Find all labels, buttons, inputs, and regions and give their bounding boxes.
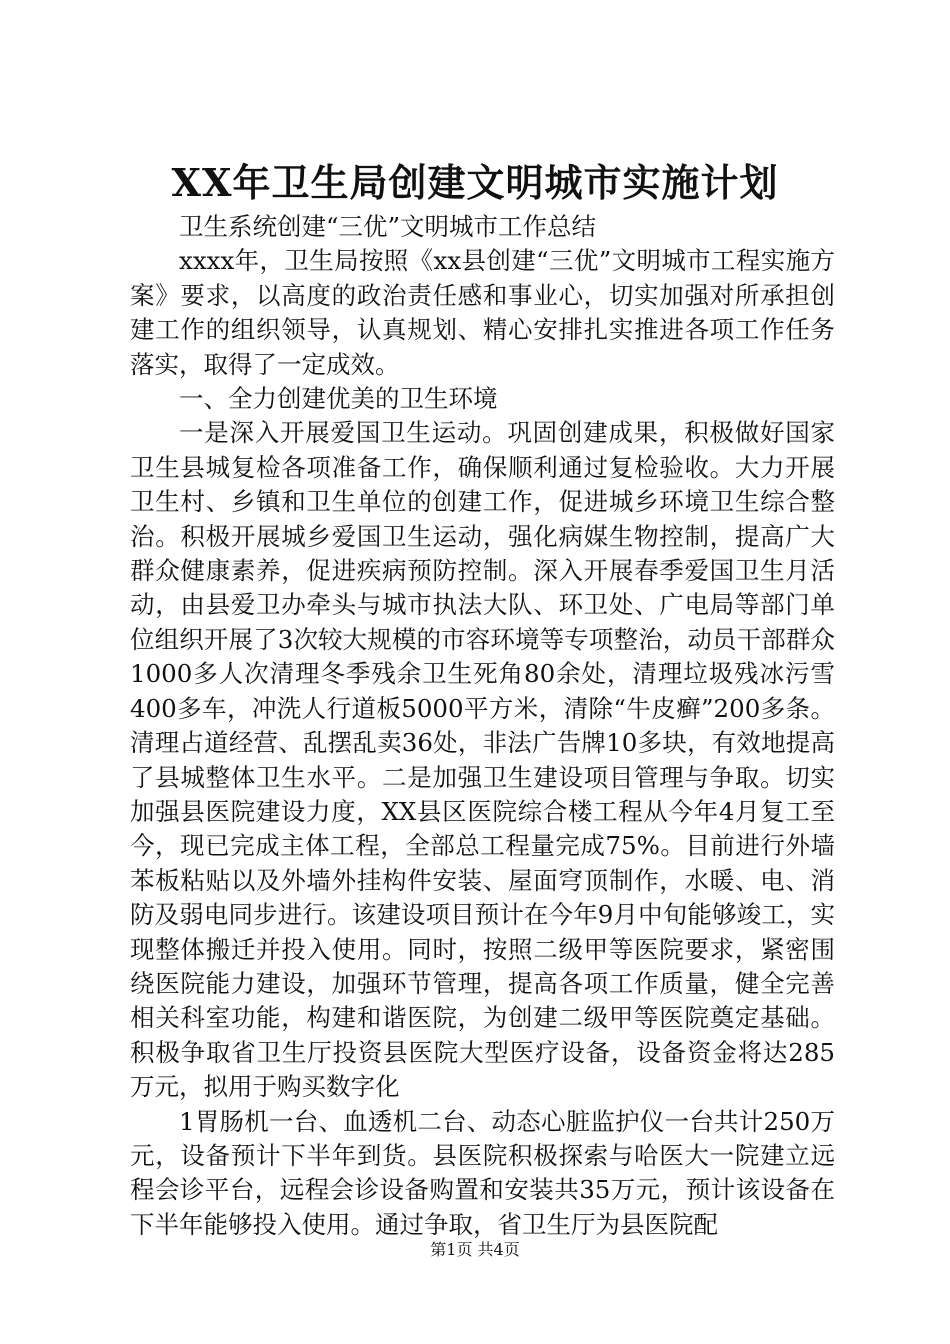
document-title: XX年卫生局创建文明城市实施计划: [171, 160, 779, 205]
section-heading: 一、全力创建优美的卫生环境: [179, 384, 498, 414]
document-body: [130, 210, 835, 1242]
paragraph-main: 一是深入开展爱国卫生运动。巩固创建成果，积极做好国家卫生县城复检各项准备工作，确保顺利通过复检验收。大力开展卫生村、乡镇和卫生单位的创建工作，促进城乡环境卫生综合整治。积极开展城乡爱国卫生运动，强化病媒生物控制，提高广大群众健康素养，促进疾病预防控制。深入开展春季爱国卫生月活动，由县爱卫办牵头与城市执法大队、环卫处、广电局等部门单位组织开展了3次较大规模的市容环境等专项整治，动员干部群众1000多人次清理冬季残余卫生死角80余处，清理垃圾残冰污雪400多车，冲洗人行道板5000平方米，清除“牛皮癣”200多条。清理占道经营、乱摆乱卖36处，非法广告牌10多块，有效地提高了县城整体卫生水平。二是加强卫生建设项目管理与争取。切实加强县医院建设力度，XX县区医院综合楼工程从今年4月复工至今，现已完成主体工程，全部总工程量完成75%。目前进行外墙苯板粘贴以及外墙外挂构件安装、屋面穹顶制作，水暖、电、消防及弱电同步进行。该建设项目预计在今年9月中旬能够竣工，实现整体搬迁并投入使用。同时，按照二级甲等医院要求，紧密围绕医院能力建设，加强环节管理，提高各项工作质量，健全完善相关科室功能，构建和谐医院，为创建二级甲等医院奠定基础。积极争取省卫生厅投资县医院大型医疗设备，设备资金将达285万元，拟用于购买数字化: [130, 418, 835, 1102]
paragraph-continued: 1胃肠机一台、血透机二台、动态心脏监护仪一台共计250万元，设备预计下半年到货。县医院积极探索与哈医大一院建立远程会诊平台，远程会诊设备购置和安装共35万元，预计该设备在下半年能够投入使用。通过争取，省卫生厅为县医院配: [130, 1106, 835, 1239]
page-number-footer: 第1页 共4页: [430, 1240, 520, 1259]
paragraph-intro: xxxx年，卫生局按照《xx县创建“三优”文明城市工程实施方案》要求，以高度的政治责任感和事业心，切实加强对所承担创建工作的组织领导，认真规划、精心安排扎实推进各项工作任务落实，取得了一定成效。: [130, 246, 835, 379]
paragraph-subtitle: 卫生系统创建“三优”文明城市工作总结: [179, 212, 597, 241]
